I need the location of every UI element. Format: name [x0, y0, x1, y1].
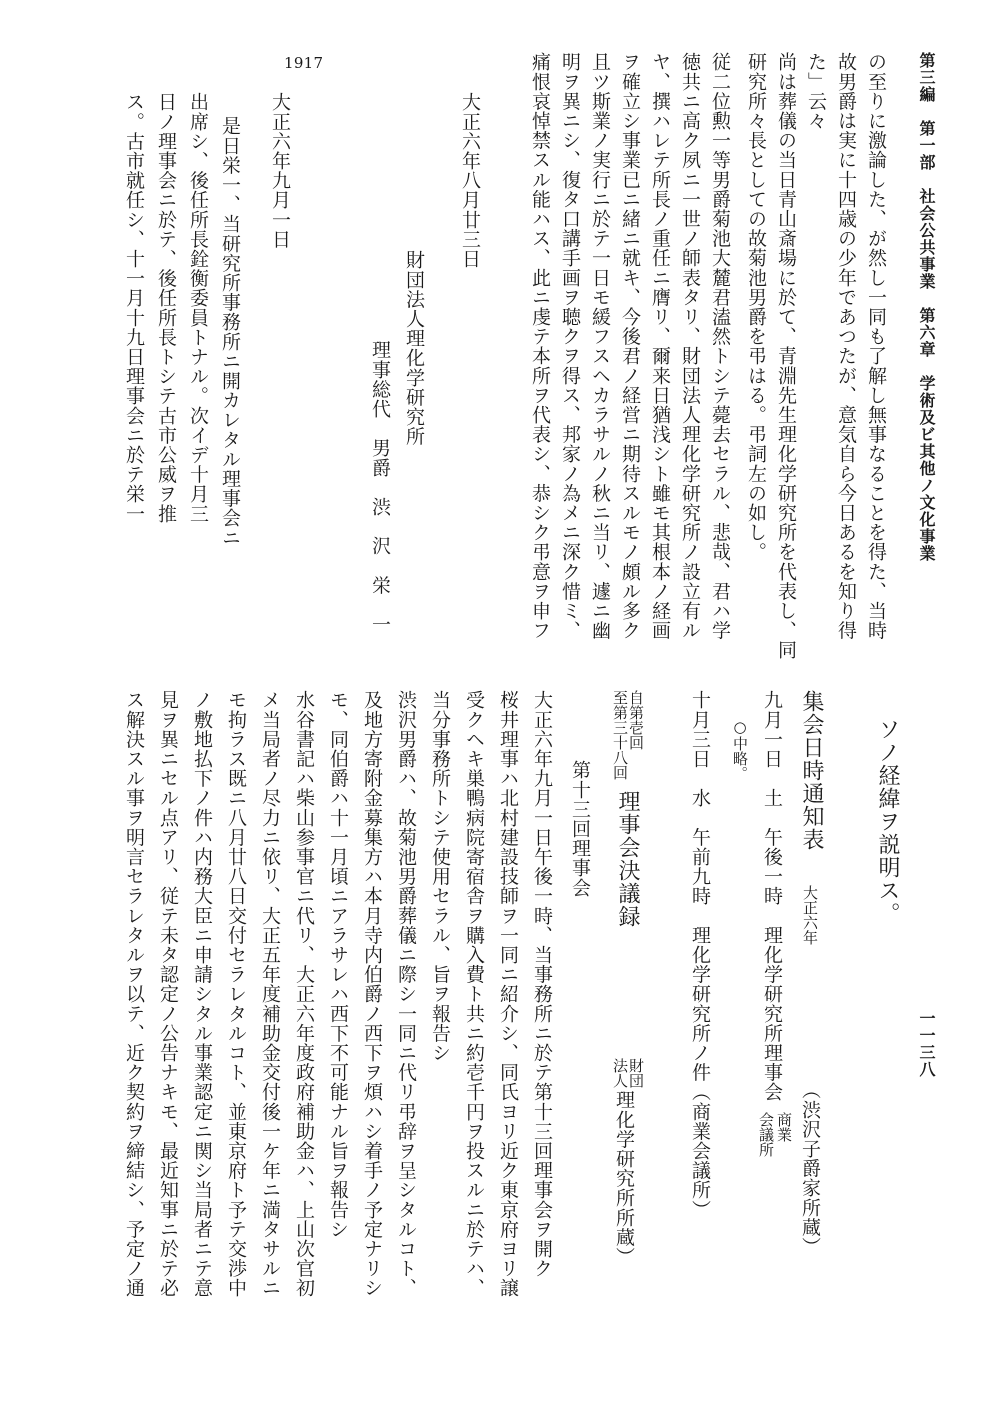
- text-line: 日ノ理事会ニ於テ、後任所長トシテ古市公威ヲ推: [155, 92, 177, 524]
- running-header: 第三編 第一部 社会公共事業 第六章 学術及ビ其他ノ文化事業: [917, 52, 936, 562]
- notice-place-bottom: 会議所: [757, 1112, 775, 1157]
- text-line: 大正六年九月一日午後一時、当事務所ニ於テ第十三回理事会ヲ開ク: [531, 690, 553, 1278]
- notice-line: 十月三日 水 午前九時 理化学研究所ノ件（商業会議所）: [689, 690, 711, 1220]
- text-line: モ、同伯爵ハ十一月頃ニアラサレハ西下不可能ナル旨ヲ報告シ: [327, 690, 349, 1239]
- notice-title: 集会日時通知表: [799, 690, 824, 851]
- text-line: 及地方寄附金募集方ハ本月寺内伯爵ノ西下ヲ煩ハシ着手ノ予定ナリシ: [361, 690, 383, 1298]
- omission-note: ○中略。: [731, 718, 749, 781]
- text-line: メ当局者ノ尽力ニ依リ、大正五年度補助金交付後一ケ年ニ満タサルニ: [259, 690, 281, 1298]
- signer-name: 理事総代 男爵 渋 沢 栄 一: [369, 340, 391, 634]
- minutes-prefix-bottom: 至第三十八回: [611, 690, 629, 780]
- text-line: 是日栄一、当研究所事務所ニ開カレタル理事会ニ: [219, 116, 241, 548]
- text-line: モ拘ラス既ニ八月廿八日交付セラレタルコト、並東京府ト予テ交渉中: [225, 690, 247, 1298]
- text-line: 痛恨哀悼禁スル能ハス、此ニ虔テ本所ヲ代表シ、恭シク弔意ヲ申フ: [529, 52, 551, 640]
- text-line: 受クヘキ巣鴨病院寄宿舎ヲ購入費ト共ニ約壱千円ヲ投スルニ於テハ、: [463, 690, 485, 1298]
- text-line: ス解決スル事ヲ明言セラレタルヲ以テ、近ク契約ヲ締結シ、予定ノ通: [123, 690, 145, 1298]
- organization-name: 財団法人理化学研究所: [403, 250, 425, 446]
- text-line: 桜井理事ハ北村建設技師ヲ一同ニ紹介シ、同氏ヨリ近ク東京府ヨリ譲: [497, 690, 519, 1298]
- text-line: ヲ確立シ事業已ニ緒ニ就キ、今後君ノ経営ニ期待スルモノ頗ル多ク: [619, 52, 641, 640]
- minutes-prefix-top: 自第壱回: [627, 690, 645, 750]
- notice-line: 九月一日 土 午後一時 理化学研究所理事会: [761, 690, 783, 1102]
- text-line: ス。古市就任シ、十一月十九日理事会ニ於テ栄一: [123, 92, 145, 524]
- text-line: 研究所々長としての故菊池男爵を弔はる。弔詞左の如し。: [745, 52, 767, 562]
- text-line: た」云々: [805, 52, 827, 131]
- minutes-source-bottom: 法人: [611, 1058, 629, 1088]
- condolence-date: 大正六年八月廿三日: [459, 92, 481, 269]
- notice-place-top: 商業: [775, 1112, 793, 1142]
- year-note: 1917: [284, 54, 324, 72]
- text-line: 出席シ、後任所長銓衡委員トナル。次イデ十月三: [187, 92, 209, 524]
- text-line: 渋沢男爵ハ、故菊池男爵葬儀ニ際シ一同ニ代リ弔辞ヲ呈シタルコト、: [395, 690, 417, 1298]
- minutes-title: 理事会決議録: [615, 790, 640, 928]
- text-line: 且ツ斯業ノ実行ニ於テ一日モ緩フスヘカラサルノ秋ニ当リ、遽ニ幽: [589, 52, 611, 640]
- notice-source: （渋沢子爵家所蔵）: [799, 1080, 821, 1257]
- text-line: 従二位勲一等男爵菊池大麓君溘然トシテ薨去セラル、悲哉、君ハ学: [709, 52, 731, 640]
- text-line: 故男爵は実に十四歳の少年であつたが、意気自ら今日あるを知り得: [835, 52, 857, 640]
- text-line: 徳共ニ高ク夙ニ一世ノ師表タリ、財団法人理化学研究所ノ設立有ル: [679, 52, 701, 640]
- text-line: 見ヲ異ニセル点アリ、従テ未タ認定ノ公告ナキモ、最近知事ニ於テ必: [157, 690, 179, 1298]
- text-line: 当分事務所トシテ使用セラル、旨ヲ報告シ: [429, 690, 451, 1063]
- minutes-source-top: 財団: [627, 1058, 645, 1088]
- text-line: 尚は葬儀の当日青山斎場に於て、青淵先生理化学研究所を代表し、同: [775, 52, 797, 660]
- text-line: 明ヲ異ニシ、復タ口講手画ヲ聴クヲ得ス、邦家ノ為メニ深ク惜ミ、: [559, 52, 581, 640]
- page-number: 一一三八: [917, 1010, 936, 1078]
- text-line: ヤ、撰ハレテ所長ノ重任ニ膺リ、爾来日猶浅シト雖モ其根本ノ経画: [649, 52, 671, 640]
- minutes-source: 理化学研究所所蔵）: [613, 1090, 635, 1267]
- section-date: 大正六年九月一日: [269, 92, 291, 249]
- continuation-text: ソノ経緯ヲ説明ス。: [875, 718, 900, 925]
- text-line: の至りに激論した、が然し一同も了解し無事なることを得た、当時: [865, 52, 887, 640]
- notice-year: 大正六年: [801, 885, 819, 945]
- text-line: 水谷書記ハ柴山参事官ニ代リ、大正六年度政府補助金ハ、上山次官初: [293, 690, 315, 1298]
- meeting-title: 第十三回理事会: [569, 760, 591, 898]
- text-line: ノ敷地払下ノ件ハ内務大臣ニ申請シタル事業認定ニ関シ当局者ニテ意: [191, 690, 213, 1298]
